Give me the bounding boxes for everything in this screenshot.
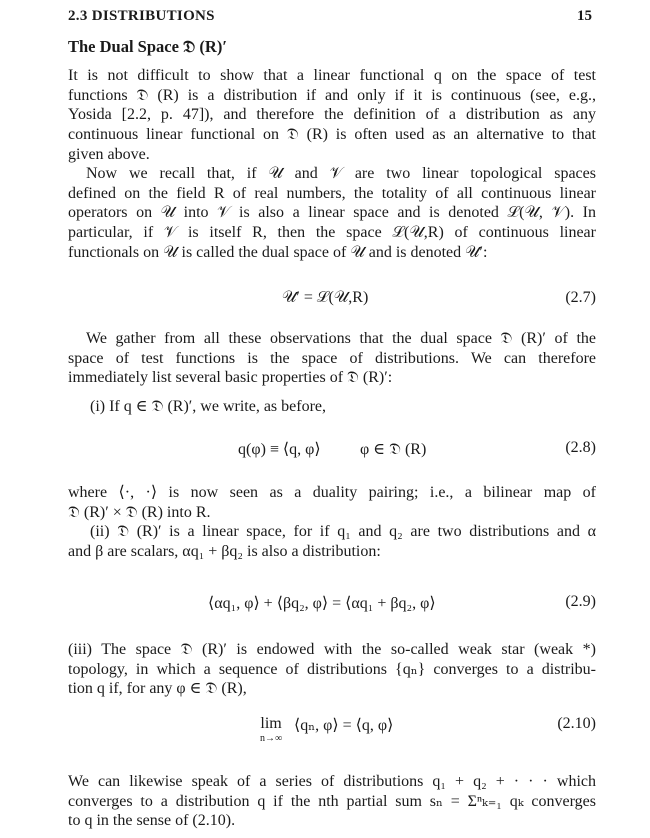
text-line: tion q if, for any φ ∈ 𝔇 (R),: [68, 680, 247, 698]
text-line: functionals on 𝒰 is called the dual space of 𝒰 and is denoted 𝒰′:: [68, 243, 488, 261]
equation-math-right: φ ∈ 𝔇 (R): [360, 441, 427, 458]
limit-text: lim: [260, 715, 282, 732]
equation-number: (2.7): [565, 289, 596, 306]
text-line: Now we recall that, if 𝒰 and 𝒱 are two linear topological spaces: [86, 165, 596, 182]
equation-math: 𝒰′ = ℒ(𝒰,R): [282, 289, 369, 306]
section-heading: 2.3 DISTRIBUTIONS: [68, 8, 215, 24]
text-line: (ii) 𝔇 (R)′ is a linear space, for if q₁ and q₂ are two distributions and α: [90, 523, 596, 540]
text-line: particular, if 𝒱 is itself R, then the space ℒ(𝒰,R) of continuous linear: [68, 224, 596, 242]
text-line: defined on the field R of real numbers, the totality of all continuous linear: [68, 184, 596, 202]
page-number: 15: [577, 8, 592, 24]
equation-number: (2.9): [565, 593, 596, 610]
equation-math-left: q(φ) ≡ ⟨q, φ⟩: [238, 441, 321, 458]
paragraph-2: [68, 164, 596, 263]
equation-2-8: [68, 439, 596, 461]
equation-math: ⟨qₙ, φ⟩ = ⟨q, φ⟩: [294, 717, 394, 734]
running-header: [68, 4, 592, 28]
item-i: [68, 397, 596, 417]
text-line: functions 𝔇 (R) is a distribution if and only if it is continuous (see, e.g.,: [68, 86, 596, 104]
equation-math: ⟨αq₁, φ⟩ + ⟨βq₂, φ⟩ = ⟨αq₁ + βq₂, φ⟩: [208, 595, 436, 612]
text-line: (i) If q ∈ 𝔇 (R)′, we write, as before,: [90, 398, 327, 415]
equation-2-10: [68, 715, 596, 745]
subsection-title: The Dual Space 𝔇 (R)′: [68, 37, 227, 56]
item-ii: [68, 522, 596, 561]
text-line: to q in the sense of (2.10).: [68, 812, 236, 830]
text-line: Yosida [2.2, p. 47]), and therefore the definition of a distribution as any: [68, 106, 596, 124]
equation-2-7: [68, 289, 596, 311]
equation-number: (2.10): [557, 715, 596, 732]
text-line: where ⟨·, ·⟩ is now seen as a duality pairing; i.e., a bilinear map of: [68, 484, 596, 501]
text-line: We can likewise speak of a series of distributions q₁ + q₂ + · · · which: [68, 773, 596, 790]
equation-number: (2.8): [565, 439, 596, 456]
text-line: It is not difficult to show that a linear functional q on the space of test: [68, 67, 596, 84]
text-line: continuous linear functional on 𝔇 (R) is often used as an alternative to that: [68, 126, 596, 144]
text-line: space of test functions is the space of distributions. We can therefore: [68, 349, 596, 367]
item-iii: [68, 640, 596, 699]
paragraph-3: [68, 329, 596, 388]
text-line: operators on 𝒰 into 𝒱 is also a linear space and is denoted ℒ(𝒰, 𝒱). In: [68, 204, 596, 222]
text-line: given above.: [68, 145, 150, 163]
limit-subscript: n→∞: [260, 733, 283, 744]
paragraph-1: [68, 66, 596, 165]
equation-2-9: [68, 593, 596, 615]
text-line: converges to a distribution q if the nth partial sum sₙ = Σⁿₖ₌₁ qₖ converges: [68, 792, 596, 810]
limit-operator: [260, 715, 282, 751]
paragraph-4: [68, 483, 596, 522]
text-line: and β are scalars, αq₁ + βq₂ is also a distribution:: [68, 542, 381, 560]
text-line: We gather from all these observations that the dual space 𝔇 (R)′ of the: [86, 330, 596, 347]
paragraph-5: [68, 772, 596, 831]
text-line: immediately list several basic properties of 𝔇 (R)′:: [68, 369, 393, 387]
text-line: (iii) The space 𝔇 (R)′ is endowed with the so-called weak star (weak *): [68, 641, 596, 658]
text-line: topology, in which a sequence of distributions {qₙ} converges to a distribu-: [68, 660, 596, 678]
text-line: 𝔇 (R)′ × 𝔇 (R) into R.: [68, 503, 211, 521]
